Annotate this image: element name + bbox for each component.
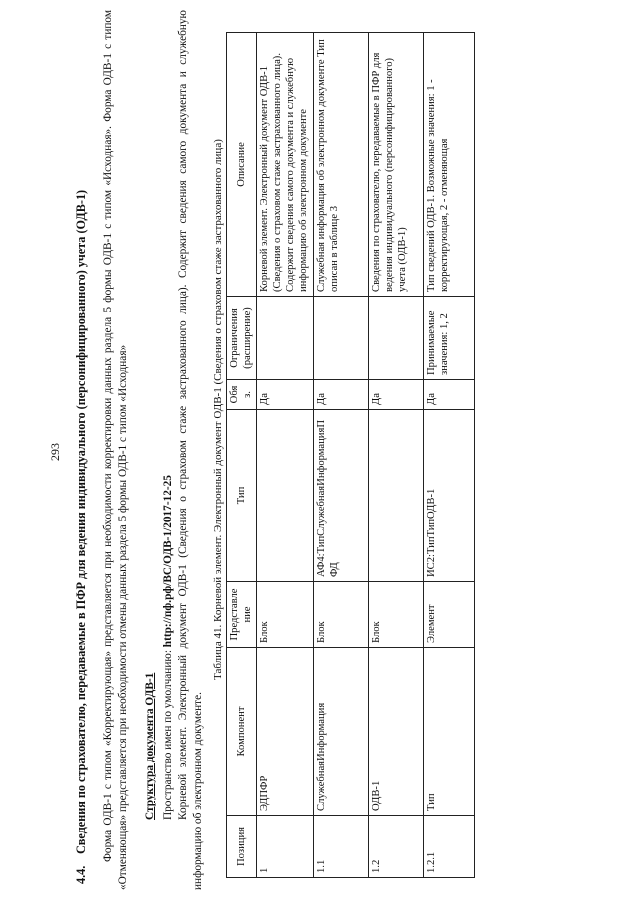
cell-type: ИС2:ТипТипОДВ-1 [423,410,474,582]
section-number: 4.4. [74,865,88,884]
cell-type [368,410,423,582]
namespace-line [161,10,176,820]
table-row [313,33,368,878]
cell-representation: Блок [368,582,423,648]
namespace-value: http://пф.рф/ВС/ОДВ-1/2017-12-25 [161,475,174,648]
cell-position: 1.2.1 [423,816,474,878]
page-content [73,10,475,890]
cell-component: СлужебнаяИнформация [313,648,368,816]
header-type: Тип [227,410,256,582]
cell-type: АФ4:ТипСлужебнаяИнформацияПФД [313,410,368,582]
header-restrictions: Ограничения (расширение) [227,297,256,380]
section-title: Сведения по страхователю, передаваемые в ПФР для ведения индивидуального (персонифицированного) учета (ОДВ-1) [74,189,88,854]
cell-position: 1.2 [368,816,423,878]
cell-required: Да [368,380,423,410]
cell-position: 1 [256,816,313,878]
table-caption: Таблица 41. Корневой элемент. Электронный документ ОДВ-1 (Сведения о страховом стаже застрахованного лица) [211,139,224,680]
cell-description: Корневой элемент. Электронный документ ОДВ-1 (Сведения о страховом стаже застрахованного лица). Содержит сведения самого документа и служебную информацию об электронном документе [256,33,313,297]
namespace-label: Пространство имен по умолчанию: [161,647,174,820]
cell-component: Тип [423,648,474,816]
table-row [423,33,474,878]
cell-representation: Блок [313,582,368,648]
cell-required: Да [313,380,368,410]
cell-representation: Блок [256,582,313,648]
header-position: Позиция [227,816,256,878]
cell-component: ЭДПФР [256,648,313,816]
cell-position: 1.1 [313,816,368,878]
intro-paragraph: Форма ОДВ-1 с типом «Корректирующая» представляется при необходимости корректировки данных раздела 5 формы ОДВ-1 с типом «Исходная». Форма ОДВ-1 с типом «Отменяющая» представляется при необходимости отмены данных раздела 5 формы ОДВ-1 с типом «Исходная» [102,10,129,890]
cell-description: Сведения по страхователю, передаваемые в ПФР для ведения индивидуального (персонифицированного) учета (ОДВ-1) [368,33,423,297]
cell-required: Да [256,380,313,410]
structure-table [226,32,474,878]
cell-required: Да [423,380,474,410]
header-component: Компонент [227,648,256,816]
cell-component: ОДВ-1 [368,648,423,816]
header-representation: Представление [227,582,256,648]
root-description: Корневой элемент. Электронный документ ОДВ-1 (Сведения о страховом стаже застрахованного лица). Содержит сведения самого документа и служебную информацию об электронном документе. [176,10,204,890]
header-required: Обяз. [227,380,256,410]
cell-restrictions [256,297,313,380]
cell-restrictions [313,297,368,380]
cell-representation: Элемент [423,582,474,648]
cell-restrictions: Принимаемые значения: 1, 2 [423,297,474,380]
structure-title: Структура документа ОДВ-1 [143,672,156,820]
cell-restrictions [368,297,423,380]
cell-type [256,410,313,582]
table-row [256,33,313,878]
cell-description: Тип сведений ОДВ-1. Возможные значения: 1 - корректирующая, 2 - отменяющая [423,33,474,297]
page-number: 293 [48,443,62,461]
cell-description: Служебная информация об электронном документе Тип описан в таблице 3 [313,33,368,297]
section-heading [73,10,89,884]
table-header-row [227,33,256,878]
header-description: Описание [227,33,256,297]
table-row [368,33,423,878]
